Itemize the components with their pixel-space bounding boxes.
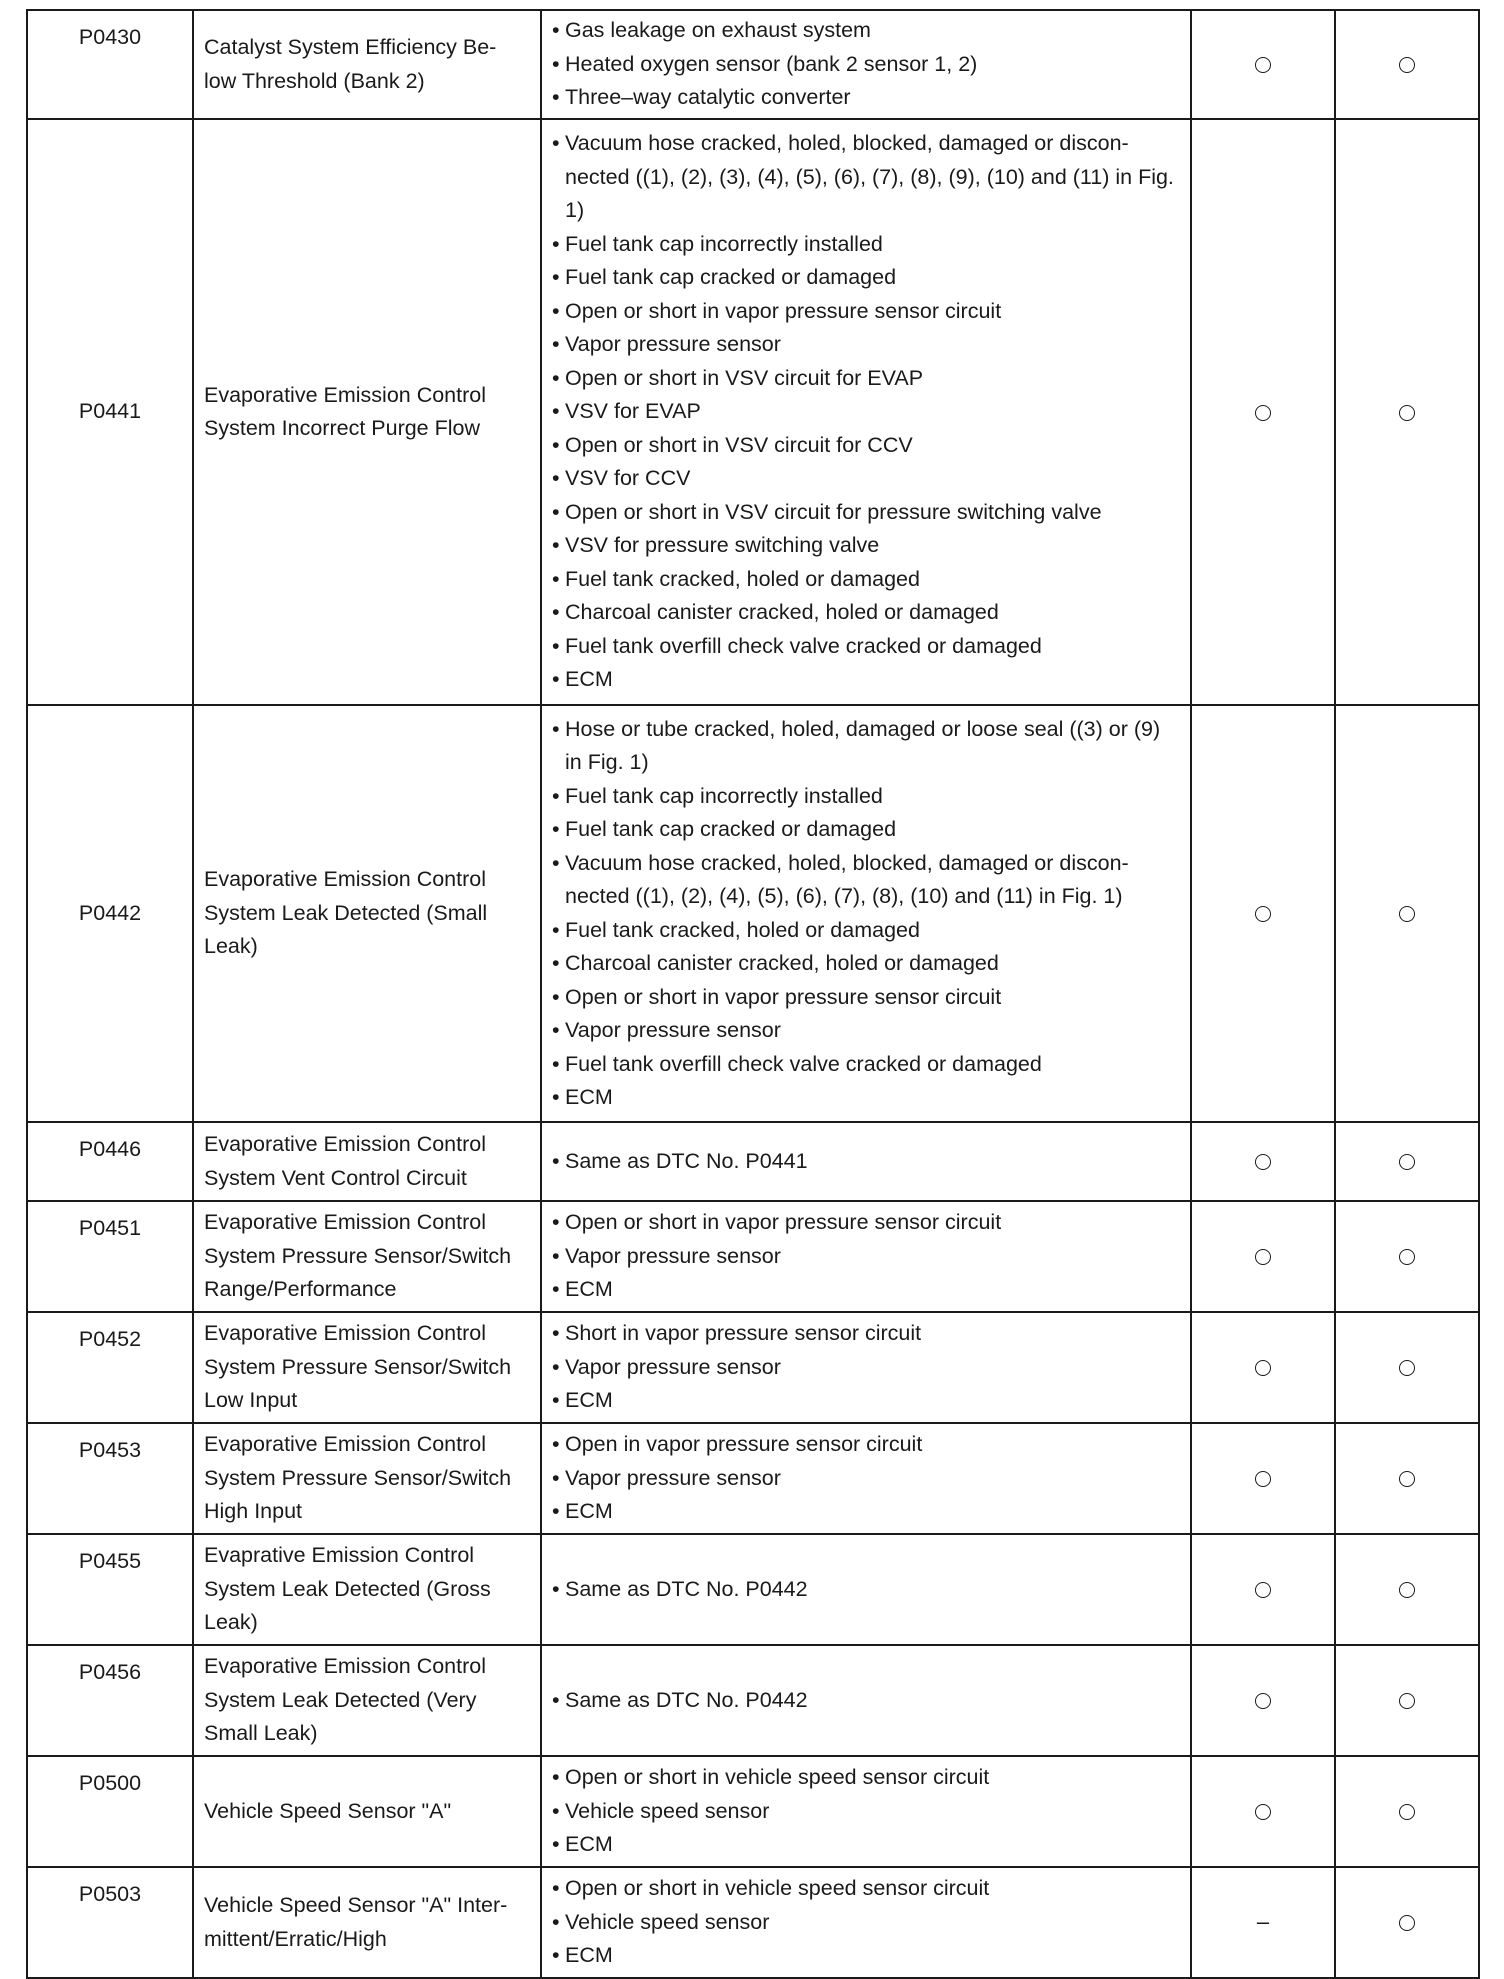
memory-cell [1335, 1423, 1479, 1534]
trouble-area-item: • Short in vapor pressure sensor circuit [552, 1317, 1180, 1351]
table-row [27, 1645, 1479, 1756]
circle-mark-icon [1399, 1471, 1415, 1487]
memory-cell [1335, 10, 1479, 119]
mil-cell [1191, 705, 1335, 1122]
memory-cell [1335, 705, 1479, 1122]
table-row [27, 1534, 1479, 1645]
trouble-area [541, 1312, 1191, 1423]
dtc-code: P0441 [27, 119, 193, 705]
circle-mark-icon [1255, 405, 1271, 421]
table-row [27, 1867, 1479, 1978]
trouble-area-item: • VSV for CCV [552, 462, 1180, 496]
dtc-table [26, 9, 1480, 1979]
trouble-area [541, 1201, 1191, 1312]
circle-mark-icon [1255, 1582, 1271, 1598]
trouble-area [541, 1867, 1191, 1978]
trouble-area-item: • Open in vapor pressure sensor circuit [552, 1428, 1180, 1462]
circle-mark-icon [1255, 906, 1271, 922]
detection-item: Evaporative Emission Control System Leak Detected (Small Leak) [193, 705, 541, 1122]
memory-cell [1335, 1122, 1479, 1201]
trouble-area-item: • Three–way catalytic converter [552, 81, 1180, 115]
mil-cell [1191, 1312, 1335, 1423]
memory-cell [1335, 1312, 1479, 1423]
detection-item: Evaprative Emission Control System Leak Detected (Gross Leak) [193, 1534, 541, 1645]
trouble-area-item: • Open or short in vapor pressure sensor circuit [552, 295, 1180, 329]
trouble-area [541, 1534, 1191, 1645]
trouble-area-item: • Vapor pressure sensor [552, 1014, 1180, 1048]
mil-cell [1191, 119, 1335, 705]
trouble-area-item: • Fuel tank overfill check valve cracked or damaged [552, 1048, 1180, 1082]
trouble-area-item: • Charcoal canister cracked, holed or damaged [552, 947, 1180, 981]
dtc-code: P0452 [27, 1312, 193, 1423]
trouble-area-item: • Hose or tube cracked, holed, damaged or loose seal ((3) or (9) in Fig. 1) [552, 713, 1180, 780]
table-row [27, 1423, 1479, 1534]
circle-mark-icon [1255, 57, 1271, 73]
trouble-area [541, 119, 1191, 705]
memory-cell [1335, 1534, 1479, 1645]
dtc-code: P0455 [27, 1534, 193, 1645]
dtc-code: P0442 [27, 705, 193, 1122]
trouble-area-item: • Open or short in vapor pressure sensor circuit [552, 1206, 1180, 1240]
mil-cell [1191, 10, 1335, 119]
circle-mark-icon [1399, 405, 1415, 421]
circle-mark-icon [1399, 1582, 1415, 1598]
detection-item: Evaporative Emission Control System Vent Control Circuit [193, 1122, 541, 1201]
mil-cell [1191, 1756, 1335, 1867]
detection-item: Catalyst System Efficiency Be-low Threshold (Bank 2) [193, 10, 541, 119]
trouble-area-item: • ECM [552, 1273, 1180, 1307]
table-row [27, 1312, 1479, 1423]
detection-item: Evaporative Emission Control System Leak Detected (Very Small Leak) [193, 1645, 541, 1756]
trouble-area-item: • Open or short in vapor pressure sensor circuit [552, 981, 1180, 1015]
detection-item: Vehicle Speed Sensor "A" [193, 1756, 541, 1867]
trouble-area-item: • ECM [552, 1384, 1180, 1418]
circle-mark-icon [1255, 1693, 1271, 1709]
trouble-area-item: • Fuel tank cap cracked or damaged [552, 261, 1180, 295]
trouble-area-item: • Vehicle speed sensor [552, 1906, 1180, 1940]
detection-item: Evaporative Emission Control System Incorrect Purge Flow [193, 119, 541, 705]
table-row [27, 1122, 1479, 1201]
circle-mark-icon [1399, 1360, 1415, 1376]
trouble-area-item: • Charcoal canister cracked, holed or damaged [552, 596, 1180, 630]
circle-mark-icon [1255, 1804, 1271, 1820]
trouble-area-item: • Fuel tank cap incorrectly installed [552, 228, 1180, 262]
trouble-area-item: • Open or short in VSV circuit for CCV [552, 429, 1180, 463]
trouble-area-item: • Fuel tank cap cracked or damaged [552, 813, 1180, 847]
trouble-area-item: • Open or short in vehicle speed sensor circuit [552, 1761, 1180, 1795]
trouble-area-item: • Fuel tank overfill check valve cracked or damaged [552, 630, 1180, 664]
trouble-area-item: • Same as DTC No. P0442 [552, 1573, 1180, 1607]
trouble-area-item: • Vacuum hose cracked, holed, blocked, damaged or discon-nected ((1), (2), (4), (5), (6), (7), (8), (10) and (11) in Fig. 1) [552, 847, 1180, 914]
trouble-area-item: • Vehicle speed sensor [552, 1795, 1180, 1829]
circle-mark-icon [1399, 1804, 1415, 1820]
circle-mark-icon [1399, 1154, 1415, 1170]
circle-mark-icon [1399, 1249, 1415, 1265]
trouble-area-item: • Vacuum hose cracked, holed, blocked, damaged or discon-nected ((1), (2), (3), (4), (5), (6), (7), (8), (9), (10) and (11) in Fig. 1) [552, 127, 1180, 228]
trouble-area-item: • Gas leakage on exhaust system [552, 14, 1180, 48]
trouble-area-item: • Vapor pressure sensor [552, 1240, 1180, 1274]
circle-mark-icon [1255, 1360, 1271, 1376]
table-row [27, 1756, 1479, 1867]
trouble-area [541, 705, 1191, 1122]
trouble-area-item: • Open or short in VSV circuit for EVAP [552, 362, 1180, 396]
trouble-area-item: • Fuel tank cracked, holed or damaged [552, 914, 1180, 948]
detection-item: Evaporative Emission Control System Pressure Sensor/Switch Range/Performance [193, 1201, 541, 1312]
memory-cell [1335, 1867, 1479, 1978]
mil-cell [1191, 1645, 1335, 1756]
memory-cell [1335, 1756, 1479, 1867]
dtc-code: P0451 [27, 1201, 193, 1312]
circle-mark-icon [1399, 1915, 1415, 1931]
trouble-area-item: • ECM [552, 1828, 1180, 1862]
trouble-area-item: • Vapor pressure sensor [552, 328, 1180, 362]
trouble-area-item: • Fuel tank cap incorrectly installed [552, 780, 1180, 814]
trouble-area [541, 1756, 1191, 1867]
circle-mark-icon [1399, 906, 1415, 922]
circle-mark-icon [1255, 1249, 1271, 1265]
trouble-area-item: • Heated oxygen sensor (bank 2 sensor 1, 2) [552, 48, 1180, 82]
mil-cell [1191, 1534, 1335, 1645]
trouble-area-item: • Fuel tank cracked, holed or damaged [552, 563, 1180, 597]
memory-cell [1335, 1645, 1479, 1756]
circle-mark-icon [1399, 1693, 1415, 1709]
trouble-area-item: • ECM [552, 663, 1180, 697]
trouble-area-item: • Vapor pressure sensor [552, 1351, 1180, 1385]
circle-mark-icon [1255, 1471, 1271, 1487]
trouble-area [541, 10, 1191, 119]
trouble-area-item: • ECM [552, 1939, 1180, 1973]
circle-mark-icon [1399, 57, 1415, 73]
table-row [27, 119, 1479, 705]
trouble-area [541, 1645, 1191, 1756]
trouble-area-item: • ECM [552, 1495, 1180, 1529]
memory-cell [1335, 119, 1479, 705]
detection-item: Vehicle Speed Sensor "A" Inter-mittent/Erratic/High [193, 1867, 541, 1978]
mil-cell [1191, 1201, 1335, 1312]
trouble-area [541, 1122, 1191, 1201]
memory-cell [1335, 1201, 1479, 1312]
dtc-code: P0503 [27, 1867, 193, 1978]
trouble-area-item: • VSV for EVAP [552, 395, 1180, 429]
trouble-area [541, 1423, 1191, 1534]
table-row [27, 1201, 1479, 1312]
trouble-area-item: • VSV for pressure switching valve [552, 529, 1180, 563]
trouble-area-item: • Vapor pressure sensor [552, 1462, 1180, 1496]
detection-item: Evaporative Emission Control System Pressure Sensor/Switch High Input [193, 1423, 541, 1534]
detection-item: Evaporative Emission Control System Pressure Sensor/Switch Low Input [193, 1312, 541, 1423]
dtc-code: P0500 [27, 1756, 193, 1867]
mil-cell [1191, 1867, 1335, 1978]
dtc-code: P0456 [27, 1645, 193, 1756]
trouble-area-item: • Open or short in vehicle speed sensor circuit [552, 1872, 1180, 1906]
trouble-area-item: • Open or short in VSV circuit for pressure switching valve [552, 496, 1180, 530]
trouble-area-item: • Same as DTC No. P0441 [552, 1145, 1180, 1179]
table-row [27, 10, 1479, 119]
trouble-area-item: • ECM [552, 1081, 1180, 1115]
mil-cell [1191, 1423, 1335, 1534]
dtc-code: P0430 [27, 10, 193, 119]
dtc-code: P0453 [27, 1423, 193, 1534]
dash-mark: – [1256, 1909, 1270, 1935]
trouble-area-item: • Same as DTC No. P0442 [552, 1684, 1180, 1718]
mil-cell [1191, 1122, 1335, 1201]
circle-mark-icon [1255, 1154, 1271, 1170]
dtc-code: P0446 [27, 1122, 193, 1201]
table-row [27, 705, 1479, 1122]
